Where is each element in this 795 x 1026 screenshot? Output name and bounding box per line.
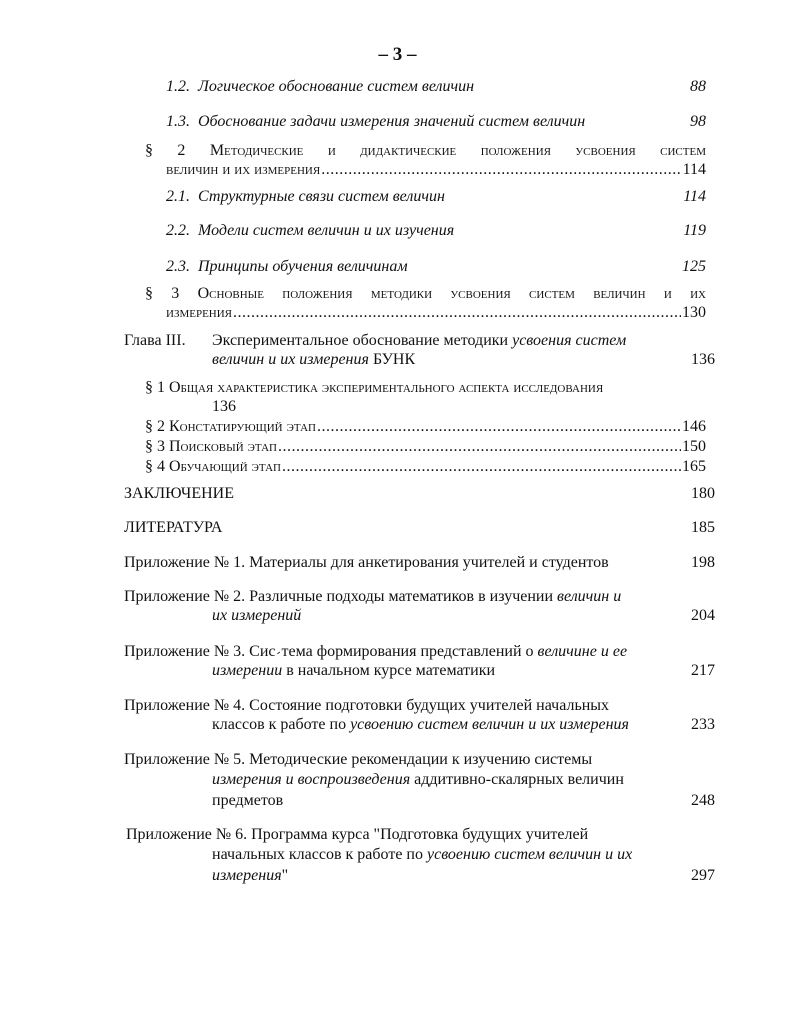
toc-title: Принципы обучения величинам bbox=[198, 258, 408, 275]
toc-title-italic: величин и их измерения bbox=[212, 351, 369, 368]
toc-chapter-3-label: Глава III. bbox=[124, 332, 186, 349]
toc-page: 146 bbox=[682, 418, 706, 435]
toc-appendix-3-line1 bbox=[124, 642, 627, 662]
toc-label: 2.3. bbox=[166, 258, 190, 275]
toc-title-italic: измерении bbox=[212, 662, 283, 679]
toc-appendix-6-line3 bbox=[212, 866, 288, 886]
toc-section-2-line1: § 2 Методические и дидактические положения усвоения систем bbox=[145, 142, 706, 159]
toc-page: 217 bbox=[691, 662, 715, 679]
toc-title: Обоснование задачи измерения значений систем величин bbox=[198, 113, 586, 130]
toc-literature: ЛИТЕРАТУРА bbox=[124, 519, 223, 536]
toc-appendix-5-line3: предметов bbox=[212, 792, 284, 809]
toc-page: 233 bbox=[691, 716, 715, 733]
toc-title: § 3 Поисковый этап bbox=[145, 438, 277, 455]
toc-title: Структурные связи систем величин bbox=[198, 188, 445, 205]
toc-title: в начальном курсе математики bbox=[282, 662, 496, 679]
toc-section-2b bbox=[145, 417, 706, 437]
toc-title: Модели систем величин и их изучения bbox=[198, 222, 455, 239]
toc-page: 136 bbox=[212, 398, 236, 415]
toc-appendix-6-line2 bbox=[212, 845, 632, 865]
toc-title-italic: измерения bbox=[212, 867, 282, 884]
toc-appendix-5-line1: Приложение № 5. Методические рекомендации к изучению системы bbox=[124, 751, 593, 768]
toc-title: начальных классов к работе по bbox=[212, 846, 427, 863]
leader-dots bbox=[233, 303, 681, 323]
toc-entry-2-1 bbox=[166, 187, 445, 207]
toc-appendix-2-line2: их измерений bbox=[212, 607, 302, 624]
toc-label: 1.3. bbox=[166, 113, 190, 130]
leader-dots bbox=[282, 457, 681, 477]
toc-title: величин и их измерения bbox=[166, 161, 321, 178]
toc-page: 297 bbox=[691, 867, 715, 884]
toc-page: 165 bbox=[682, 458, 706, 475]
toc-page: 98 bbox=[690, 113, 706, 130]
toc-page: 88 bbox=[690, 78, 706, 95]
toc-page: 130 bbox=[682, 304, 706, 321]
toc-page: 204 bbox=[691, 607, 715, 624]
toc-page: 125 bbox=[682, 258, 706, 275]
toc-chapter-3-line2 bbox=[212, 350, 415, 370]
toc-page: 150 bbox=[682, 438, 706, 455]
toc-appendix-4-line1: Приложение № 4. Состояние подготовки будущих учителей начальных bbox=[124, 697, 610, 714]
toc-entry-1-3 bbox=[166, 112, 585, 132]
leader-dots bbox=[321, 160, 681, 180]
toc-label: 2.1. bbox=[166, 188, 190, 205]
toc-label: 1.2. bbox=[166, 78, 190, 95]
toc-title: Приложение № 2. Различные подходы математиков в изучении bbox=[124, 588, 558, 605]
leader-dots bbox=[278, 437, 681, 457]
toc-title-italic: измерения и воспроизведения bbox=[212, 771, 411, 788]
toc-entry-1-2 bbox=[166, 77, 474, 97]
toc-title: Экспериментальное обоснование методики bbox=[212, 332, 513, 349]
toc-page: 248 bbox=[691, 792, 715, 809]
toc-section-3-line2 bbox=[166, 303, 706, 323]
toc-appendix-1: Приложение № 1. Материалы для анкетирования учителей и студентов bbox=[124, 554, 609, 571]
toc-section-1-line1: § 1 Общая характеристика экспериментального аспекта исследования bbox=[145, 379, 604, 396]
toc-entry-2-3 bbox=[166, 257, 408, 277]
page-number: – 3 – bbox=[378, 44, 417, 65]
toc-title-italic: величине и ее bbox=[537, 643, 628, 660]
toc-page: 185 bbox=[691, 519, 715, 536]
toc-title: § 2 Констатирующий этап bbox=[145, 418, 316, 435]
toc-title: БУНК bbox=[368, 351, 416, 368]
toc-page: 114 bbox=[682, 161, 706, 178]
toc-title: измерения bbox=[166, 304, 233, 321]
toc-section-4b bbox=[145, 457, 706, 477]
toc-title: § 4 Обучающий этап bbox=[145, 458, 281, 475]
toc-title: классов к работе по bbox=[212, 716, 351, 733]
toc-title: аддитивно-скалярных величин bbox=[410, 771, 624, 788]
leader-dots bbox=[317, 417, 681, 437]
toc-section-3b bbox=[145, 437, 706, 457]
toc-page: 119 bbox=[683, 222, 706, 239]
toc-section-2-line2 bbox=[166, 160, 706, 180]
toc-page: 136 bbox=[691, 351, 715, 368]
toc-appendix-6-line1: Приложение № 6. Программа курса "Подготовка будущих учителей bbox=[126, 826, 589, 843]
toc-conclusion: ЗАКЛЮЧЕНИЕ bbox=[124, 485, 234, 502]
toc-title-italic: величин и bbox=[557, 588, 622, 605]
toc-page: 180 bbox=[691, 485, 715, 502]
toc-label: 2.2. bbox=[166, 222, 190, 239]
toc-title: Приложение № 3. Сис bbox=[124, 643, 276, 660]
toc-page: 198 bbox=[691, 554, 715, 571]
toc-appendix-4-line2 bbox=[212, 715, 629, 735]
toc-title-italic: усвоения систем bbox=[512, 332, 627, 349]
toc-appendix-5-line2 bbox=[212, 770, 624, 790]
toc-appendix-2-line1 bbox=[124, 587, 621, 607]
toc-page: 114 bbox=[683, 188, 706, 205]
toc-title: Логическое обоснование систем величин bbox=[198, 78, 475, 95]
toc-title-italic: усвоению систем величин и их измерения bbox=[350, 716, 629, 733]
toc-title: " bbox=[281, 867, 289, 884]
toc-title-italic: усвоению систем величин и их bbox=[426, 846, 633, 863]
stray-mark: - bbox=[272, 645, 285, 659]
toc-entry-2-2 bbox=[166, 221, 454, 241]
toc-section-3-line1: § 3 Основные положения методики усвоения систем величин и их bbox=[145, 285, 706, 302]
toc-chapter-3-line1 bbox=[212, 331, 626, 351]
toc-title: тема формирования представлений о bbox=[281, 643, 538, 660]
toc-appendix-3-line2 bbox=[212, 661, 495, 681]
